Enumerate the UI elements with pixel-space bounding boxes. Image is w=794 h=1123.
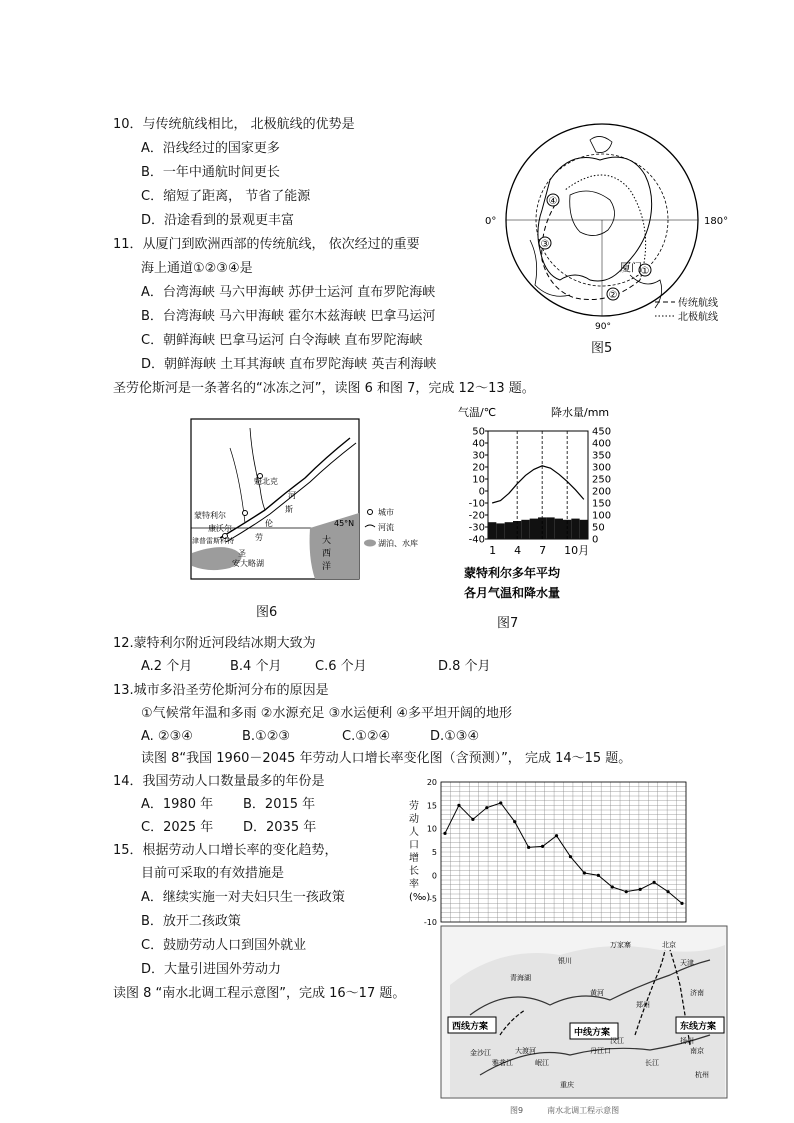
data-point: [583, 871, 586, 874]
latitude-label: 45°N: [334, 519, 355, 528]
river-char-4: 河: [288, 491, 296, 500]
fig7-subtitle-1: 蒙特利尔多年平均: [464, 566, 561, 580]
y-tick-label: -10: [423, 918, 437, 927]
figure-6-map: [190, 418, 440, 583]
figure-7-caption: 图7: [497, 616, 519, 631]
precip-bar: [571, 519, 579, 539]
y-tick-label: 5: [431, 848, 437, 857]
x-tick-label: 7: [539, 544, 547, 557]
q12-option-d: D.8 个月: [438, 659, 491, 674]
place-prescott: 津普雷斯科特: [192, 537, 234, 545]
q14-option-c: C．2025 年: [141, 820, 214, 835]
right-tick-label: 200: [592, 486, 612, 498]
precip-bar: [488, 522, 496, 539]
place-montreal: 蒙特利尔: [194, 511, 226, 520]
box-west: 西线方案: [452, 1022, 489, 1032]
q14-stem: 14．我国劳动人口数量最多的年份是: [113, 774, 325, 789]
q13-statements: ①气候常年温和多雨 ②水源充足 ③水运便利 ④多平坦开阔的地形: [141, 706, 513, 721]
data-point: [471, 818, 474, 821]
river-dadu: 大渡河: [515, 1047, 536, 1055]
q13-option-c: C.①②④: [342, 729, 391, 744]
q10-stem: 10．与传统航线相比， 北极航线的优势是: [113, 117, 355, 132]
river-char-5: 斯: [285, 505, 293, 514]
figure-5-polar-map: [480, 120, 760, 350]
precip-bar: [496, 523, 504, 539]
y-label-char: 劳: [409, 801, 419, 812]
q12-stem: 12.蒙特利尔附近河段结冰期大致为: [113, 636, 316, 651]
data-point: [541, 845, 544, 848]
right-tick-label: 50: [592, 522, 605, 534]
river-jinsha: 金沙江: [470, 1049, 491, 1057]
right-tick-label: 100: [592, 510, 612, 522]
y-label-char: 长: [409, 866, 419, 877]
data-point: [639, 888, 642, 891]
place-yinchuan: 银川: [558, 957, 572, 965]
intro-14-15: 读图 8“我国 1960－2045 年劳动人口增长率变化图（含预测）”， 完成 14～15 题。: [141, 751, 632, 766]
ocean-char-1: 大: [322, 536, 332, 546]
data-point: [485, 806, 488, 809]
label-180-deg: 180°: [704, 216, 729, 227]
q13-stem: 13.城市多沿圣劳伦斯河分布的原因是: [113, 683, 329, 698]
right-tick-label: 350: [592, 450, 612, 462]
q11-stem-line2: 海上通道①②③④是: [141, 261, 253, 276]
figure-9-caption: 图9 南水北调工程示意图: [510, 1106, 620, 1115]
q11-stem-line1: 11．从厦门到欧洲西部的传统航线， 依次经过的重要: [113, 237, 420, 252]
legend-arctic: 北极航线: [678, 312, 718, 323]
right-tick-label: 400: [592, 438, 612, 450]
q14-option-d: D．2035 年: [243, 820, 317, 835]
ocean-char-3: 洋: [322, 562, 332, 572]
legend-traditional: 传统航线: [678, 298, 718, 309]
place-quebec: 魁北克: [254, 477, 278, 486]
data-point: [555, 834, 558, 837]
intro-16-17: 读图 8 “南水北调工程示意图”，完成 16～17 题。: [113, 986, 406, 1001]
data-point: [653, 881, 656, 884]
figure-7-climate-chart: [456, 403, 618, 603]
data-point: [569, 855, 572, 858]
q15-option-a: A．继续实施一对夫妇只生一孩政策: [141, 890, 345, 905]
q13-option-a: A. ②③④: [141, 729, 193, 744]
label-0-deg: 0°: [485, 216, 497, 227]
figure-9-water-transfer-map: [440, 925, 730, 1120]
data-point: [666, 890, 669, 893]
intro-12-13: 圣劳伦斯河是一条著名的“冰冻之河”，读图 6 和图 7，完成 12～13 题。: [113, 381, 535, 396]
river-char-2: 劳: [255, 533, 263, 542]
q14-option-a: A．1980 年: [141, 797, 214, 812]
data-point: [597, 874, 600, 877]
y-label-char: 人: [409, 827, 419, 838]
left-tick-label: 20: [472, 462, 485, 474]
q12-option-c: C.6 个月: [315, 659, 367, 674]
x-tick-label: 4: [514, 544, 522, 557]
city-xiamen: 厦门: [620, 261, 642, 274]
data-point: [611, 885, 614, 888]
place-tianjin: 天津: [680, 959, 694, 967]
left-tick-label: 30: [472, 450, 485, 462]
q10-option-b: B．一年中通航时间更长: [141, 165, 280, 180]
place-nanjing: 南京: [690, 1047, 704, 1055]
data-point: [443, 832, 446, 835]
data-point: [527, 846, 530, 849]
left-tick-label: -10: [468, 498, 485, 510]
river-han: 汉江: [610, 1037, 624, 1045]
marker-3: ③: [540, 239, 550, 250]
data-point: [625, 890, 628, 893]
precip-bar: [530, 519, 538, 539]
river-char-3: 伦: [265, 519, 273, 528]
y-label-char: 率: [409, 879, 419, 890]
temperature-line: [492, 466, 584, 503]
x-tick-label: 1: [489, 544, 497, 557]
left-tick-label: 40: [472, 438, 485, 450]
left-tick-label: -30: [468, 522, 485, 534]
precip-bar: [521, 520, 529, 539]
x-tick-label: 10月: [564, 544, 590, 557]
y-label-char: 增: [409, 853, 419, 864]
q15-option-c: C．鼓励劳动人口到国外就业: [141, 938, 307, 953]
q14-option-b: B．2015 年: [243, 797, 316, 812]
left-tick-label: 10: [472, 474, 485, 486]
left-tick-label: -40: [468, 534, 485, 546]
legend-river: 河流: [378, 523, 394, 532]
right-tick-label: 150: [592, 498, 612, 510]
place-zhengzhou: 郑州: [636, 1001, 650, 1009]
marker-1: ①: [640, 266, 650, 277]
figure-6-caption: 图6: [256, 605, 278, 620]
right-tick-label: 300: [592, 462, 612, 474]
left-tick-label: 0: [478, 486, 485, 498]
y-tick-label: 15: [426, 801, 437, 811]
data-point: [457, 804, 460, 807]
left-tick-label: 50: [472, 426, 485, 438]
right-tick-label: 450: [592, 426, 612, 438]
q11-option-c: C．朝鲜海峡 巴拿马运河 白令海峡 直布罗陀海峡: [141, 333, 423, 348]
q15-stem-line2: 目前可采取的有效措施是: [141, 866, 285, 881]
ocean-char-2: 西: [322, 549, 332, 559]
q13-option-d: D.①③④: [430, 729, 480, 744]
marker-2: ②: [608, 290, 618, 301]
right-tick-label: 0: [592, 534, 599, 546]
y-tick-label: 0: [431, 871, 437, 881]
place-beijing: 北京: [662, 941, 676, 949]
y-tick-label: -5: [429, 894, 437, 904]
place-cornwall: 康沃尔: [208, 524, 232, 533]
river-huanghe: 黄河: [590, 989, 604, 997]
q12-option-b: B.4 个月: [230, 659, 282, 674]
precip-bar: [546, 517, 554, 539]
q15-stem-line1: 15．根据劳动人口增长率的变化趋势，: [113, 843, 338, 858]
place-yangzhou: 扬州: [680, 1037, 694, 1045]
river-changjiang: 长江: [645, 1059, 659, 1067]
box-east: 东线方案: [680, 1022, 717, 1032]
data-point: [513, 820, 516, 823]
q11-option-d: D．朝鲜海峡 土耳其海峡 直布罗陀海峡 英吉利海峡: [141, 357, 437, 372]
q10-option-d: D．沿途看到的景观更丰富: [141, 213, 295, 228]
place-chongqing: 重庆: [560, 1081, 574, 1089]
q10-option-a: A．沿线经过的国家更多: [141, 141, 280, 156]
q15-option-d: D．大量引进国外劳动力: [141, 962, 282, 977]
y-right-title: 降水量/mm: [551, 406, 610, 419]
right-tick-label: 250: [592, 474, 612, 486]
y-left-title: 气温/℃: [458, 406, 497, 419]
left-tick-label: -20: [468, 510, 485, 522]
place-wanjiazhai: 万家寨: [610, 941, 631, 949]
place-jinan: 济南: [690, 989, 704, 997]
data-point: [499, 801, 502, 804]
place-qinghai-lake: 青海湖: [510, 974, 531, 982]
q11-option-a: A．台湾海峡 马六甲海峡 苏伊士运河 直布罗陀海峡: [141, 285, 436, 300]
q13-option-b: B.①②③: [242, 729, 291, 744]
place-hangzhou: 杭州: [695, 1071, 709, 1079]
box-middle: 中线方案: [574, 1028, 611, 1038]
river-yalong: 雅砻江: [492, 1059, 513, 1067]
legend-city: 城市: [378, 508, 394, 517]
data-point: [680, 902, 683, 905]
river-min: 岷江: [535, 1059, 549, 1067]
y-label-char: (‰): [409, 892, 431, 903]
figure-5-caption: 图5: [591, 341, 613, 356]
y-label-char: 口: [409, 840, 419, 851]
y-label-char: 动: [409, 814, 419, 825]
legend-lake: 湖泊、水库: [378, 539, 418, 548]
precip-bar: [555, 519, 563, 539]
figure-8-labor-chart: [405, 775, 695, 930]
y-tick-label: 10: [426, 824, 437, 834]
precip-bar: [505, 522, 513, 539]
fig7-subtitle-2: 各月气温和降水量: [464, 586, 561, 600]
q12-option-a: A.2 个月: [141, 659, 193, 674]
q15-option-b: B．放开二孩政策: [141, 914, 241, 929]
place-danjiangkou: 丹江口: [590, 1047, 611, 1055]
y-tick-label: 20: [426, 778, 437, 787]
label-90-deg: 90°: [595, 322, 611, 332]
marker-4: ④: [548, 196, 558, 207]
precip-bar: [580, 520, 588, 539]
q10-option-c: C．缩短了距离， 节省了能源: [141, 189, 311, 204]
q11-option-b: B．台湾海峡 马六甲海峡 霍尔木兹海峡 巴拿马运河: [141, 309, 436, 324]
place-lake-ontario: 安大略湖: [232, 559, 264, 568]
river-char-1: 圣: [238, 549, 246, 558]
